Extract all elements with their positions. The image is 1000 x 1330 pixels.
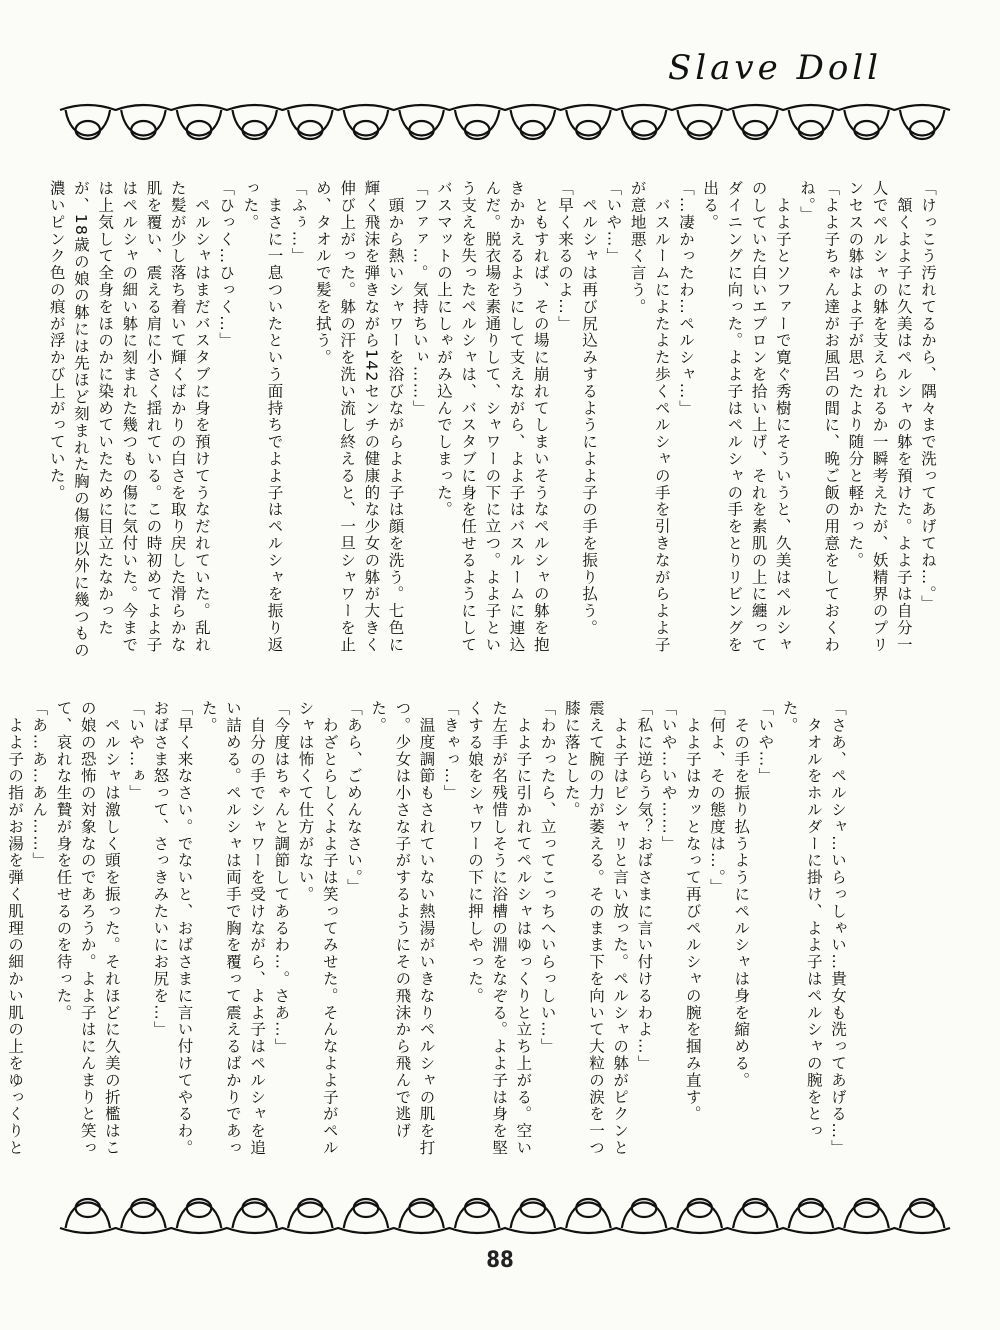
page-title: Slave Doll [668, 48, 883, 88]
scroll-curl [900, 110, 945, 136]
scroll-line [60, 105, 950, 110]
paragraph: 「きゃっ…」 [441, 700, 460, 802]
paragraph: 「よよ子ちゃん達がお風呂の間に、晩ご飯の用意をしておくわね。」 [797, 180, 841, 654]
scroll-curl [288, 110, 333, 136]
scroll-curl [566, 110, 611, 136]
scroll-curl [177, 1203, 222, 1229]
scroll-curl [511, 110, 556, 136]
paragraph: ペルシャは激しく頭を振った。それほどに久美の折檻はこの娘の恐怖の対象なのであろうか。よよ子はにんまりと笑って、哀れな生贄が身を任せるのを待った。 [54, 700, 121, 1157]
paragraph: まさに一息ついたという面持ちでよよ子はペルシャを振り返った。 [241, 180, 284, 654]
scroll-curl [177, 110, 222, 136]
scroll-curl [121, 110, 166, 136]
scroll-curl [66, 110, 111, 136]
paragraph: 頭から熱いシャワーを浴びながらよよ子は顔を洗う。七色に輝く飛沫を弾きながら142センチの健康的な少女の躰が大きく伸び上がった。躰の汗を洗い流し終えると、一旦シャワーを止め、タオルで髪を拭う。 [313, 180, 405, 654]
scroll-curl [399, 110, 444, 136]
scroll-curl [344, 1203, 389, 1229]
text-column-lower [6, 700, 850, 1170]
scroll-curl [566, 1203, 611, 1229]
paragraph: 「ひっく…ひっく…」 [217, 180, 236, 349]
paragraph: 頷くよよ子に久美はペルシャの躰を預けた。よよ子は自分一人でペルシャの躰を支えられるか一瞬考えたが、妖精界のプリンセスの躰はよよ子が思ったより随分と軽かった。 [846, 180, 913, 654]
scroll-curl [622, 110, 667, 136]
scroll-curl [733, 110, 778, 136]
scroll-curl [789, 110, 834, 136]
paragraph: 「早く来なさい。でないと、おばさまに言い付けてやるわ。おばさま怒って、さっきみたいにお尻を…」 [151, 700, 194, 1157]
paragraph: よよ子の指がお湯を弾く肌理の細かい肌の上をゆっくりと [6, 716, 25, 1157]
paragraph: 「けっこう汚れてるから、隅々まで洗ってあげてね…。」 [919, 180, 937, 612]
scroll-border-top-icon [60, 88, 950, 158]
paragraph: 温度調節もされていない熱湯がいきなりペルシャの肌を打つ。少女は小さな子がするようにその飛沫から飛んで逃げた。 [369, 700, 436, 1157]
paragraph: 「あら、ごめんなさい。」 [344, 700, 363, 896]
paragraph: 「早く来るのよ…」 [555, 180, 574, 333]
paragraph: わざとらしくよよ子は笑ってみせた。そんなよよ子がペルシャは怖くて仕方がない。 [296, 700, 339, 1157]
scroll-curl [677, 110, 722, 136]
text-column-upper [47, 180, 940, 660]
paragraph: バスルームによたよた歩くペルシャの手を引きながらよよ子が意地悪く言う。 [628, 180, 671, 654]
paragraph: 「いや…ぁ」 [127, 700, 146, 802]
paragraph: よよ子はカッとなって再びペルシャの腕を掴み直す。 [683, 700, 702, 1123]
scroll-curl [121, 1203, 166, 1229]
page-number: 88 [486, 1248, 514, 1273]
paragraph: 「さあ、ペルシャ…いらっしゃい…貴女も洗ってあげる…」 [829, 700, 847, 1157]
scroll-curl [288, 1203, 333, 1229]
paragraph: 「いや…いや……」 [659, 700, 678, 853]
paragraph: 「私に逆らう気？おばさまに言い付けるわよ…」 [635, 700, 654, 1072]
paragraph: タオルをホルダーに掛け、よよ子はペルシャの腕をとった。 [780, 700, 823, 1140]
paragraph: 自分の手でシャワーを受けながら、よよ子はペルシャを追い詰める。ペルシャは両手で胸を覆って震えるばかりであった。 [199, 700, 267, 1157]
paragraph: 「いや…」 [756, 700, 775, 785]
scroll-curl [455, 1203, 500, 1229]
paragraph: 「…凄かったわ…ペルシャ…」 [676, 180, 695, 417]
scroll-curl [511, 1203, 556, 1229]
scroll-curl [232, 1203, 277, 1229]
scroll-curl [66, 1203, 111, 1229]
scroll-curl [677, 1203, 722, 1229]
scroll-line [60, 1228, 950, 1233]
scroll-curl [844, 1203, 889, 1229]
scroll-curl [399, 1203, 444, 1229]
paragraph: ともすれば、その場に崩れてしまいそうなペルシャの躰を抱きかかえるようにして支えながら、よよ子はバスルームに連込んだ。脱衣場を素通りして、シャワーの下に立つ。よよ子という支えを失ったペルシャは、バスタブに身を任せるようにしてバスマットの上にしゃがみ込んでしまった。 [434, 180, 550, 654]
paragraph: 「いや…」 [604, 180, 623, 265]
paragraph: 「あ…あ…あん……」 [30, 700, 49, 869]
paragraph: 「ファァ…。気持ちいぃ……」 [410, 180, 429, 417]
scroll-curl [733, 1203, 778, 1229]
scroll-border-bottom-icon [60, 1182, 950, 1254]
paragraph: よよ子はピシャリと言い放った。ペルシャの躰がピクンと震えて腕の力が萎える。そのまま下を向いて大粒の涙を一つ膝に落とした。 [562, 700, 630, 1157]
paragraph: よよ子に引かれてペルシャはゆっくりと立ち上がる。空いた左手が名残惜しそうに浴槽の淵をなぞる。よよ子は身を堅くする娘をシャワーの下に押しやった。 [465, 700, 533, 1157]
paragraph: ペルシャはまだバスタブに身を預けてうなだれていた。乱れた髪が少し落ち着いて輝くばかりの白さを取り戻した滑らかな肌を覆い、震える肩に小さく揺れている。この時初めてよよ子はペルシャの細い躰に刻まれた幾つもの傷に気付いた。今までは上気して全身をほのかに染めていたために目立たなかったが、18歳の娘の躰には先ほど刻まれた胸の傷痕以外に幾つもの濃いピンク色の痕が浮かび上がっていた。 [47, 180, 211, 659]
scroll-curl [344, 110, 389, 136]
paragraph: 「ふぅ…」 [289, 180, 308, 265]
paragraph: 「今度はちゃんと調節してあるわ…。さあ…」 [272, 700, 291, 1055]
scroll-curl [844, 110, 889, 136]
scroll-curl [455, 110, 500, 136]
scroll-curl [789, 1203, 834, 1229]
paragraph: ペルシャは再び尻込みするようによよ子の手を振り払う。 [580, 180, 599, 637]
scroll-curl [622, 1203, 667, 1229]
scroll-curl [900, 1203, 945, 1229]
paragraph: よよ子とソファーで寛ぐ秀樹にそういうと、久美はペルシャのしていた白いエプロンを拾い上げ、それを素肌の上に纏ってダイニングに向った。よよ子はペルシャの手をとりリビングを出る。 [701, 180, 792, 654]
scroll-curl [232, 110, 277, 136]
paragraph: 「わかったら、立ってこっちへいらっしい…」 [538, 700, 557, 1055]
paragraph: その手を振り払うようにペルシャは身を縮める。 [732, 700, 751, 1089]
paragraph: 「何よ、その態度は…。」 [707, 700, 726, 896]
